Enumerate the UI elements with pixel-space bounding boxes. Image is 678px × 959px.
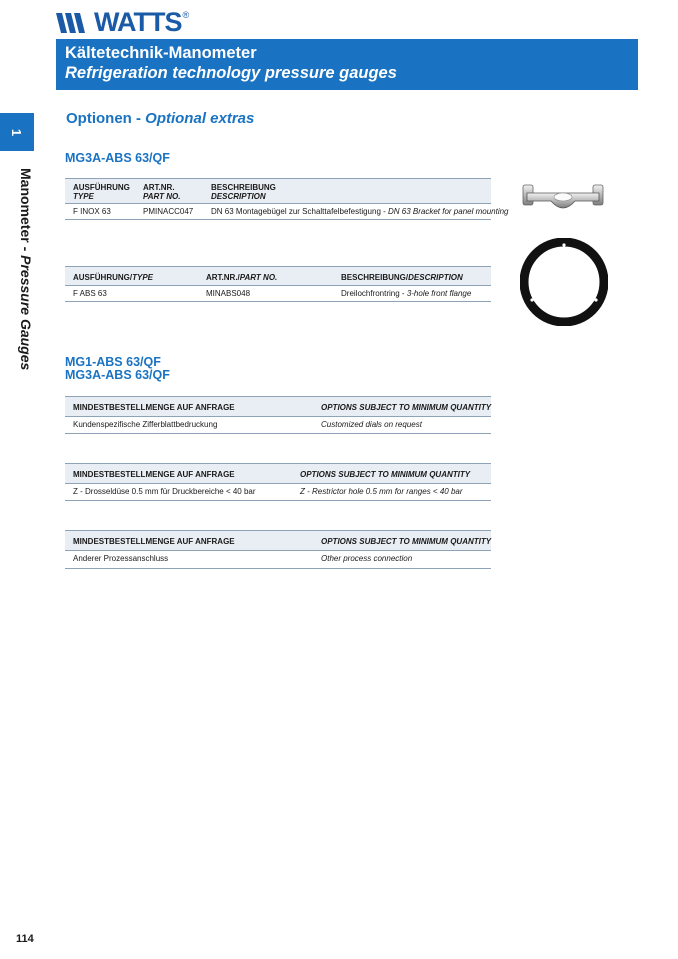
side-label-en: Pressure Gauges	[18, 255, 34, 371]
header-de: MINDESTBESTELLMENGE AUF ANFRAGE	[73, 537, 235, 546]
table-row	[65, 204, 509, 220]
table-row	[65, 484, 491, 501]
header-de: MINDESTBESTELLMENGE AUF ANFRAGE	[73, 403, 235, 412]
cell-type: F ABS 63	[73, 289, 107, 298]
col-part-header: ART.NR./PART NO.	[206, 273, 278, 282]
cell-part: MINABS048	[206, 289, 251, 298]
section-title-en: Optional extras	[145, 110, 255, 127]
section-title-de: Optionen -	[66, 110, 146, 127]
table-row	[65, 417, 491, 434]
col-desc-header: BESCHREIBUNG DESCRIPTION	[211, 183, 276, 201]
table-header	[65, 266, 491, 286]
cell-en: Other process connection	[321, 554, 413, 563]
model-line-2: MG3A-ABS 63/QF	[65, 368, 170, 382]
header-en: OPTIONS SUBJECT TO MINIMUM QUANTITY	[321, 403, 492, 412]
cell-de: Anderer Prozessanschluss	[73, 554, 169, 563]
col-desc-header: BESCHREIBUNG/DESCRIPTION	[341, 273, 463, 282]
page-title-de: Kältetechnik-Manometer	[65, 44, 257, 62]
table-flange	[65, 266, 491, 302]
front-flange-image	[520, 238, 608, 331]
table-header	[65, 530, 491, 551]
section-title	[66, 110, 254, 127]
col-part-header: ART.NR. PART NO.	[143, 183, 181, 201]
header-en: OPTIONS SUBJECT TO MINIMUM QUANTITY	[300, 470, 471, 479]
table-custom-dials	[65, 396, 491, 434]
table-header	[65, 396, 491, 417]
header-en: OPTIONS SUBJECT TO MINIMUM QUANTITY	[321, 537, 492, 546]
col-type-header: AUSFÜHRUNG TYPE	[73, 183, 130, 201]
model-line-1: MG1-ABS 63/QF	[65, 355, 161, 369]
cell-en: Z - Restrictor hole 0.5 mm for ranges < 40 bar	[300, 487, 463, 496]
cell-part: PMINACC047	[143, 207, 194, 216]
side-label-de: Manometer -	[18, 168, 34, 256]
chapter-tab	[0, 113, 34, 151]
cell-desc: Dreilochfrontring - 3-hole front flange	[341, 289, 472, 298]
chapter-side-label	[10, 168, 34, 428]
table-header	[65, 178, 491, 204]
table-row	[65, 286, 491, 302]
chapter-number: 1	[9, 128, 25, 136]
table-restrictor	[65, 463, 491, 501]
table-header	[65, 463, 491, 484]
watts-logo	[56, 9, 189, 36]
model-heading-2	[65, 356, 170, 382]
cell-de: Z - Drosseldüse 0.5 mm für Druckbereiche < 40 bar	[73, 487, 256, 496]
cell-type: F INOX 63	[73, 207, 111, 216]
page-number: 114	[16, 933, 34, 945]
cell-desc: DN 63 Montagebügel zur Schalttafelbefestigung - DN 63 Bracket for panel mounting	[211, 207, 509, 216]
cell-de: Kundenspezifische Zifferblattbedruckung	[73, 420, 218, 429]
header-de: MINDESTBESTELLMENGE AUF ANFRAGE	[73, 470, 235, 479]
logo-wordmark: WATTS	[94, 7, 182, 37]
cell-en: Customized dials on request	[321, 420, 422, 429]
model-heading-1: MG3A-ABS 63/QF	[65, 151, 170, 165]
table-row	[65, 551, 491, 569]
col-type-header: AUSFÜHRUNG/TYPE	[73, 273, 154, 282]
watts-logo-mark-icon	[56, 11, 92, 35]
page-title-en: Refrigeration technology pressure gauges	[65, 64, 397, 82]
page-title-bar	[56, 39, 638, 90]
registered-mark: ®	[182, 9, 190, 20]
panel-bracket-image	[515, 175, 611, 228]
table-process-connection	[65, 530, 491, 569]
table-bracket	[65, 178, 509, 220]
